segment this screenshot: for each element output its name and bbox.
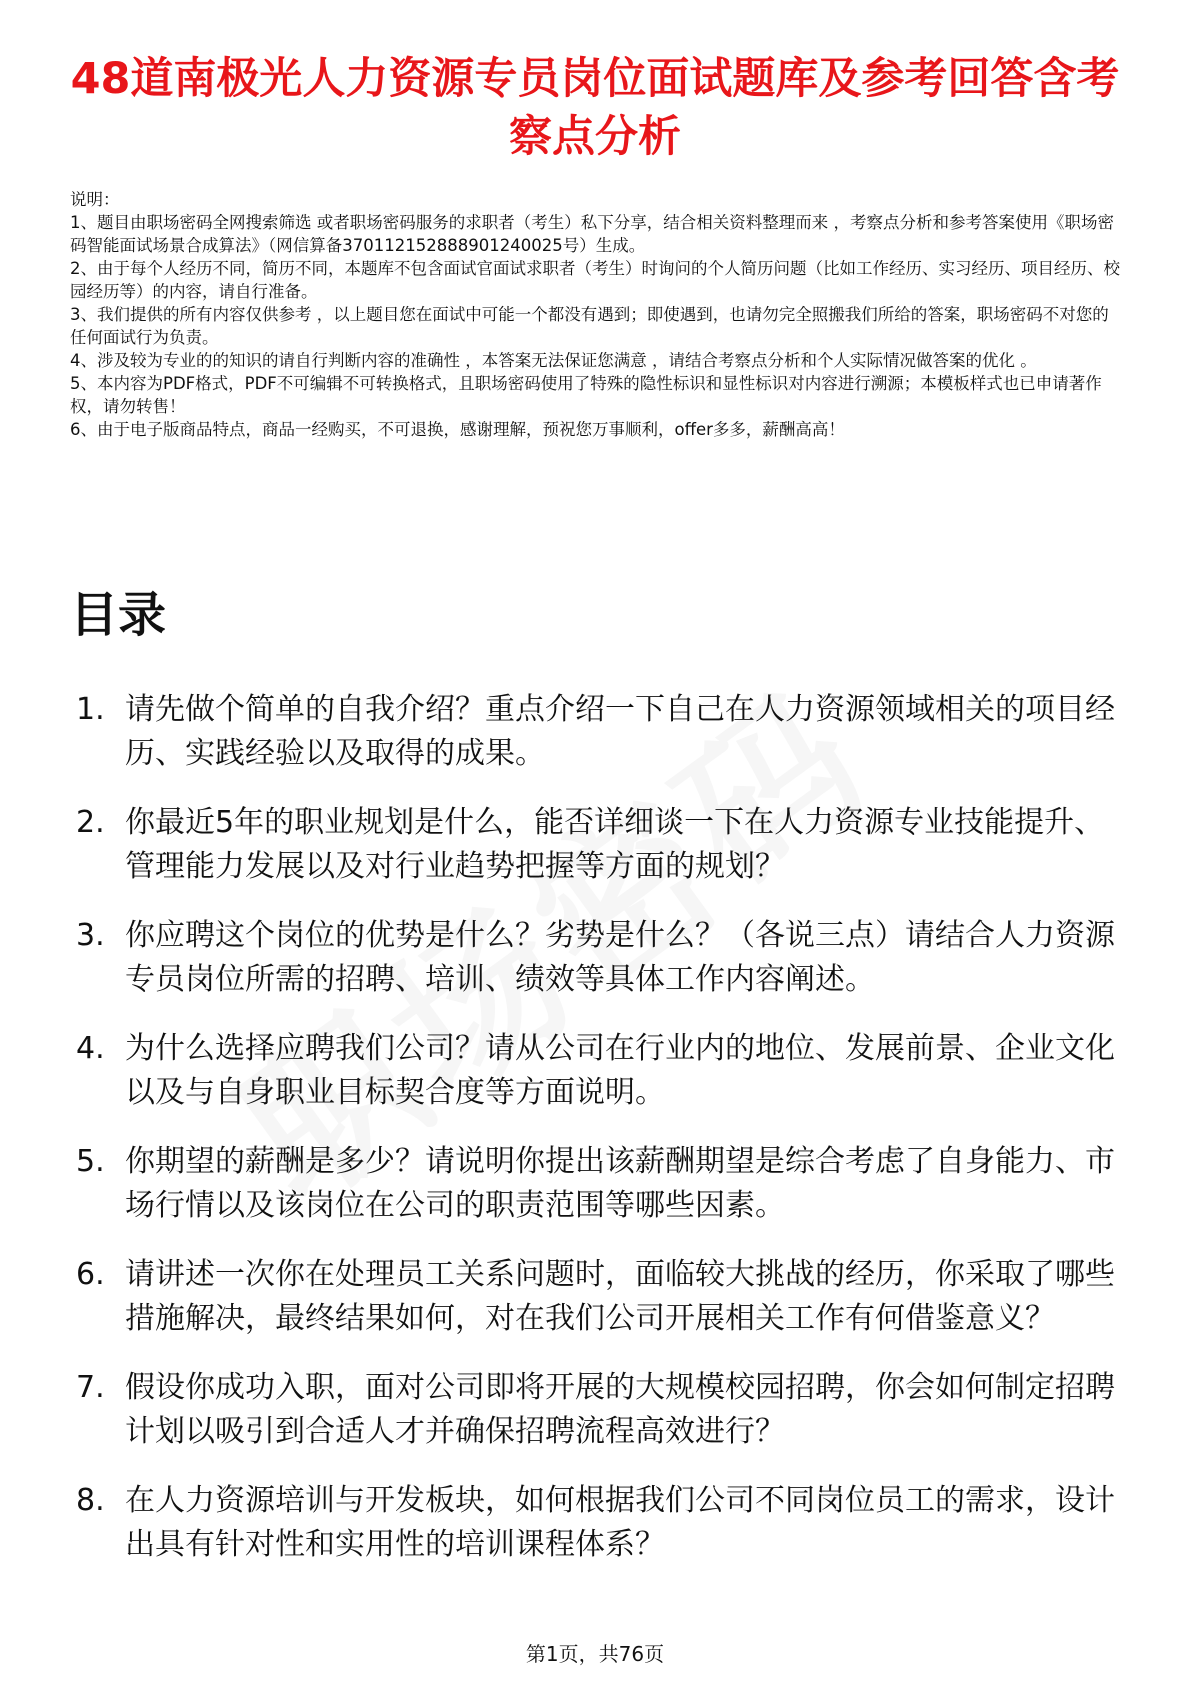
question-number: 2. xyxy=(76,805,105,840)
question-text: 假设你成功入职，面对公司即将开展的大规模校园招聘，你会如何制定招聘计划以吸引到合适人才并确保招聘流程高效进行？ xyxy=(125,1370,1115,1449)
notes-section xyxy=(70,188,1120,441)
question-text: 在人力资源培训与开发板块，如何根据我们公司不同岗位员工的需求，设计出具有针对性和实用性的培训课程体系？ xyxy=(125,1483,1115,1562)
note-item: 1、题目由职场密码全网搜索筛选 或者职场密码服务的求职者（考生）私下分享，结合相关资料整理而来 ，考察点分析和参考答案使用《职场密码智能面试场景合成算法》（网信算备370112152888901240025号）生成。 xyxy=(70,213,1114,255)
note-item: 3、我们提供的所有内容仅供参考 ，以上题目您在面试中可能一个都没有遇到；即使遇到，也请勿完全照搬我们所给的答案，职场密码不对您的任何面试行为负责。 xyxy=(70,305,1109,347)
question-text: 你期望的薪酬是多少？请说明你提出该薪酬期望是综合考虑了自身能力、市场行情以及该岗位在公司的职责范围等哪些因素。 xyxy=(125,1144,1115,1223)
question-text: 你最近5年的职业规划是什么，能否详细谈一下在人力资源专业技能提升、管理能力发展以及对行业趋势把握等方面的规划？ xyxy=(125,805,1105,884)
question-item xyxy=(76,801,1126,888)
question-number: 4. xyxy=(76,1031,105,1066)
question-item xyxy=(76,1479,1126,1566)
toc-heading: 目录 xyxy=(70,587,167,643)
question-number: 3. xyxy=(76,918,105,953)
notes-heading: 说明： xyxy=(70,190,120,209)
question-item xyxy=(76,688,1126,775)
question-text: 你应聘这个岗位的优势是什么？劣势是什么？（各说三点）请结合人力资源专员岗位所需的招聘、培训、绩效等具体工作内容阐述。 xyxy=(125,918,1115,997)
note-item: 4、涉及较为专业的的知识的请自行判断内容的准确性 ，本答案无法保证您满意 ，请结合考察点分析和个人实际情况做答案的优化 。 xyxy=(70,351,1037,370)
question-list xyxy=(76,688,1126,1592)
note-item: 5、本内容为PDF格式，PDF不可编辑不可转换格式，且职场密码使用了特殊的隐性标识和显性标识对内容进行溯源；本模板样式也已申请著作权，请勿转售！ xyxy=(70,374,1102,416)
question-text: 请先做个简单的自我介绍？重点介绍一下自己在人力资源领域相关的项目经历、实践经验以及取得的成果。 xyxy=(125,692,1115,771)
question-item xyxy=(76,1366,1126,1453)
question-item xyxy=(76,914,1126,1001)
question-item xyxy=(76,1253,1126,1340)
question-number: 8. xyxy=(76,1483,105,1518)
question-item xyxy=(76,1140,1126,1227)
document-title: 48道南极光人力资源专员岗位面试题库及参考回答含考察点分析 xyxy=(70,54,1120,162)
question-number: 6. xyxy=(76,1257,105,1292)
page-footer: 第1页，共76页 xyxy=(525,1642,665,1666)
note-item: 2、由于每个人经历不同，简历不同，本题库不包含面试官面试求职者（考生）时询问的个人简历问题（比如工作经历、实习经历、项目经历、校园经历等）的内容，请自行准备。 xyxy=(70,259,1120,301)
question-number: 5. xyxy=(76,1144,105,1179)
question-text: 为什么选择应聘我们公司？请从公司在行业内的地位、发展前景、企业文化以及与自身职业目标契合度等方面说明。 xyxy=(125,1031,1115,1110)
question-item xyxy=(76,1027,1126,1114)
question-text: 请讲述一次你在处理员工关系问题时，面临较大挑战的经历，你采取了哪些措施解决，最终结果如何，对在我们公司开展相关工作有何借鉴意义？ xyxy=(125,1257,1115,1336)
note-item: 6、由于电子版商品特点，商品一经购买，不可退换，感谢理解，预祝您万事顺利，offer多多，薪酬高高！ xyxy=(70,420,845,439)
question-number: 1. xyxy=(76,692,105,727)
question-number: 7. xyxy=(76,1370,105,1405)
